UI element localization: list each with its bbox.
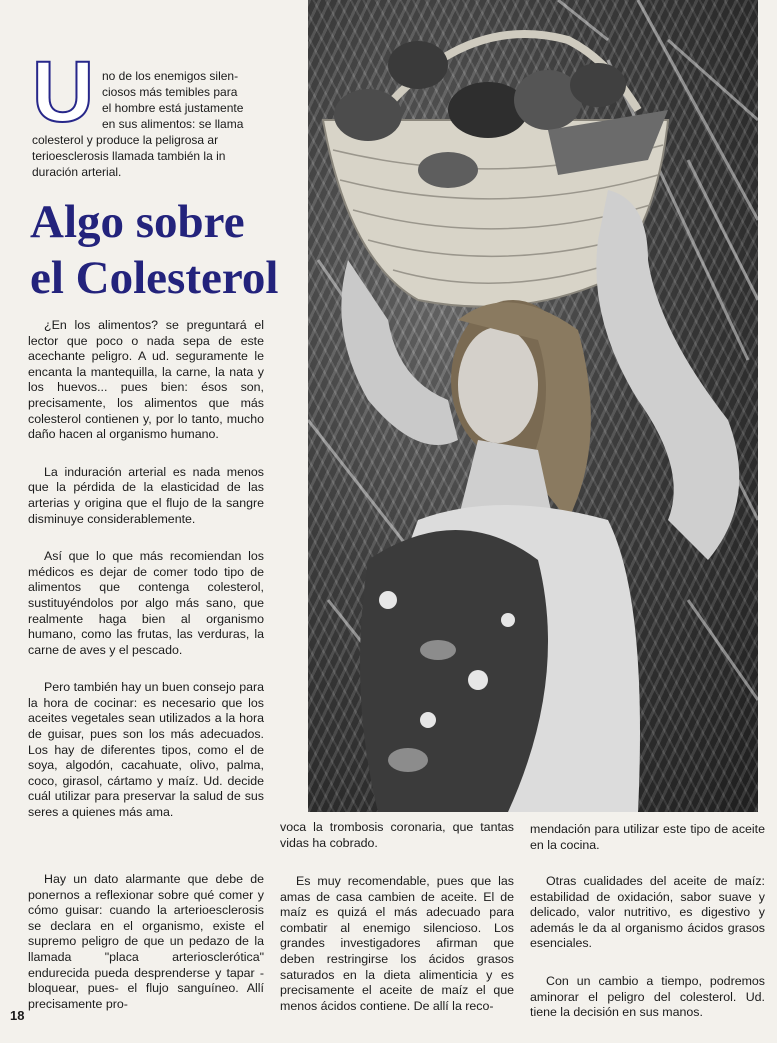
title-line: el Colesterol	[30, 252, 279, 304]
drop-cap-letter: U	[32, 44, 95, 140]
intro-line: terioesclerosis llamada también la in	[32, 149, 226, 163]
intro-line: colesterol y produce la peligrosa ar	[32, 133, 219, 147]
photo-illustration	[308, 0, 758, 812]
intro-line: ciosos más temibles para	[102, 85, 238, 99]
intro-line: el hombre está justamente	[102, 101, 244, 115]
body-column-3	[530, 874, 765, 1043]
body-paragraph: mendación para utilizar este tipo de aceite en la cocina.	[530, 822, 765, 852]
body-column-1-bottom	[28, 872, 264, 1034]
body-paragraph: ¿En los alimentos? se preguntará el lector que poco o nada sepa de este acechante peligro. A ud. seguramente le encanta la mantequilla, la carne, la nata y los huevos... pues bien: ésos son, precisamente, los alimentos que más colesterol contienen y, por lo tanto, mucho daño hacen al organismo humano.	[28, 318, 264, 442]
body-paragraph: Con un cambio a tiempo, podremos aminorar el peligro del colesterol. Ud. tiene la decisión en sus manos.	[530, 973, 765, 1020]
article-title	[30, 194, 310, 306]
body-paragraph: Así que lo que más recomiendan los médicos es dejar de comer todo tipo de alimentos que contenga colesterol, sustituyéndolos por algo más sano, que realmente haga bien al organismo humano, como las frutas, las verduras, la carne de aves y el pescado.	[28, 549, 264, 657]
body-column-2-top	[280, 820, 514, 873]
woman-with-basket-photo	[308, 0, 758, 812]
body-paragraph: Pero también hay un buen consejo para la hora de cocinar: es necesario que los aceites vegetales sean utilizados a la hora de guisar, pues son los más adecuados. Los hay de diferentes tipos, como el de soya, algodón, cacahuate, olivo, palma, coco, girasol, cártamo y maíz. Ud. decide cuál utilizar para preservar la salud de sus seres a quienes más ama.	[28, 680, 264, 820]
title-line: Algo sobre	[30, 196, 245, 248]
body-paragraph: Hay un dato alarmante que debe de ponernos a reflexionar sobre qué comer y cómo guisar: cuando la arterioesclerosis se declara en el organismo, existe el supremo peligro de que un pedazo de la llamada "placa arteriosclerótica" endurecida pueda desprenderse y tapar -bloquear, pues- el flujo sanguíneo. Allí precisamente pro-	[28, 872, 264, 1011]
page-number: 18	[10, 1008, 25, 1023]
body-paragraph: Otras cualidades del aceite de maíz: estabilidad de oxidación, sabor suave y delicado, valor nutritivo, es digestivo y además le da al organismo ácidos grasos esenciales.	[530, 874, 765, 951]
body-column-3-top	[530, 822, 765, 875]
intro-line: en sus alimentos: se llama	[102, 117, 244, 131]
body-paragraph: La induración arterial es nada menos que la pérdida de la elasticidad de las arterias y origina que el flujo de la sangre disminuye considerablemente.	[28, 464, 264, 526]
body-column-1	[28, 318, 264, 843]
intro-paragraph	[32, 68, 260, 180]
body-paragraph: Es muy recomendable, pues que las amas de casa cambien de aceite. El de maíz es quizá el más adecuado para combatir al enemigo silencioso. Los grandes investigadores afirman que deben restringirse los ácidos grasos saturados en la dieta alimenticia y es precisamente el aceite de maíz el que menos ácidos contiene. De allí la reco-	[280, 874, 514, 1013]
intro-line: duración arterial.	[32, 165, 122, 179]
body-paragraph: voca la trombosis coronaria, que tantas vidas ha cobrado.	[280, 820, 514, 850]
body-column-2	[280, 874, 514, 1036]
intro-line: no de los enemigos silen-	[102, 69, 239, 83]
